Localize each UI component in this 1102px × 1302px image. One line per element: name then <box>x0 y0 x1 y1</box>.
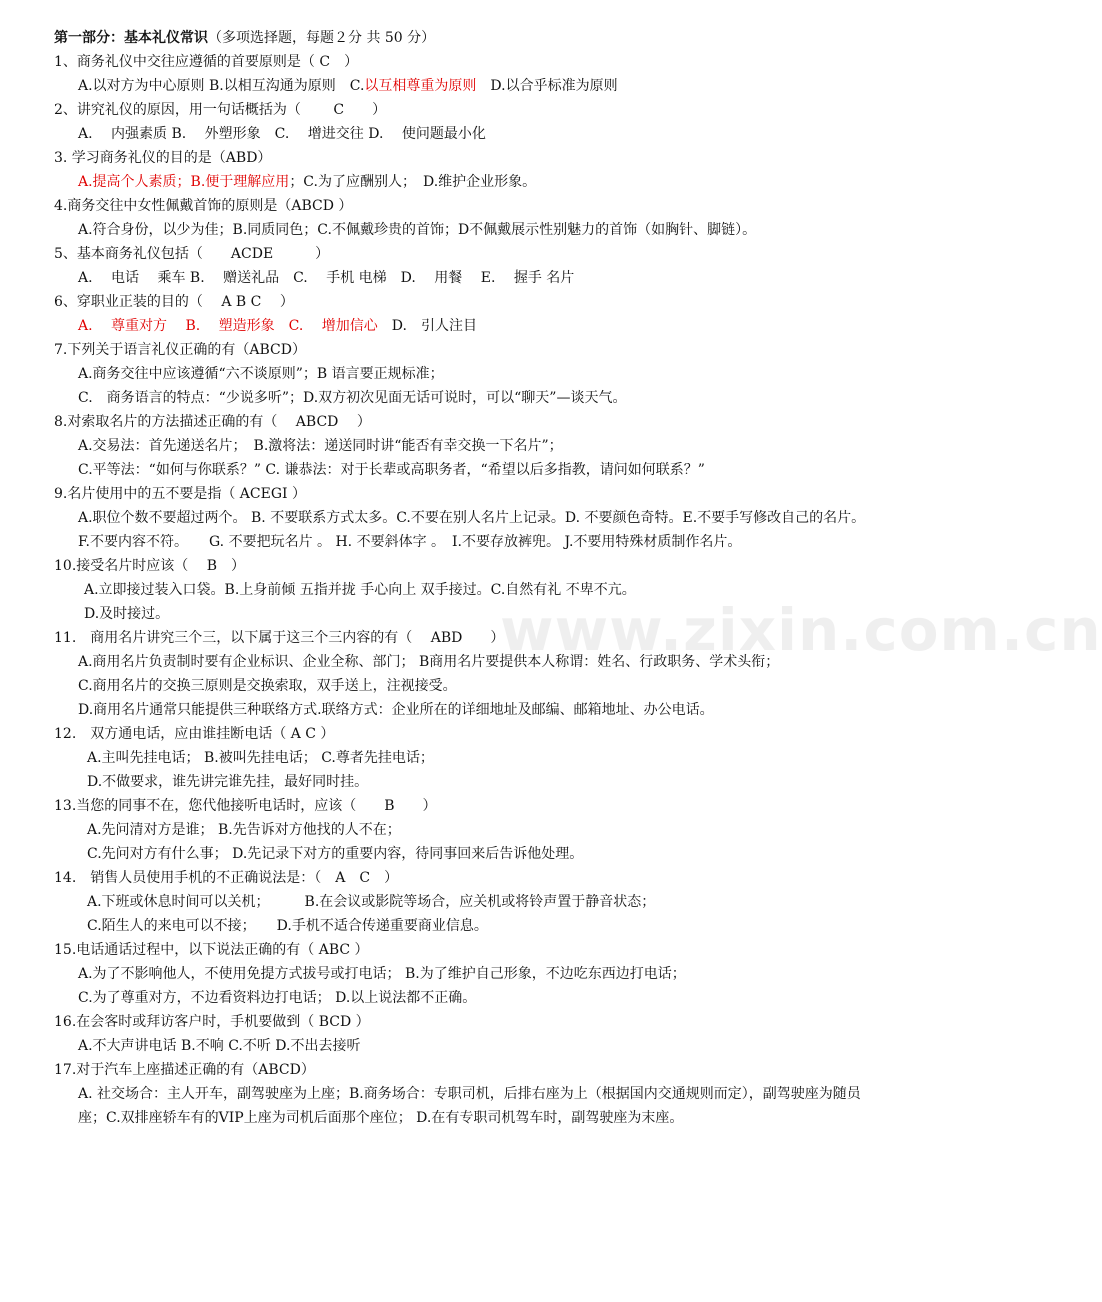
question-stem: 16.在会客时或拜访客户时，手机要做到（ BCD ） <box>54 1014 370 1030</box>
question-17 <box>54 1058 874 1130</box>
option-text: D.以合乎标准为原则 <box>476 78 618 94</box>
question-stem: 15.电话通话过程中，以下说法正确的有（ ABC ） <box>54 942 369 958</box>
option-text: D. 引人注目 <box>377 318 477 334</box>
question-6 <box>54 290 874 338</box>
question-9 <box>54 482 874 554</box>
question-stem: 5、基本商务礼仪包括（ ACDE ） <box>54 246 330 262</box>
question-3 <box>54 146 874 194</box>
question-12 <box>54 722 874 794</box>
question-stem: 6、穿职业正装的目的（ A B C ） <box>54 294 294 310</box>
question-options: A.商务交往中应该遵循“六不谈原则”；B 语言要正规标准； <box>78 366 444 382</box>
question-13 <box>54 794 874 866</box>
question-options: A. 社交场合：主人开车，副驾驶座为上座；B.商务场合：专职司机，后排右座为上（根据国内交通规则而定），副驾驶座为随员座；C.双排座轿车有的VIP上座为司机后面那个座位； D.在有专职司机驾车时，副驾驶座为末座。 <box>78 1086 861 1126</box>
question-options <box>54 74 874 98</box>
question-stem: 4.商务交往中女性佩戴首饰的原则是（ABCD ） <box>54 198 353 214</box>
question-options <box>54 314 874 338</box>
question-options: C.平等法：“如何与你联系？” C. 谦恭法：对于长辈或高职务者，“希望以后多指教，请问如何联系？” <box>78 462 705 478</box>
document-body <box>54 26 874 1130</box>
question-options: C.为了尊重对方，不边看资料边打电话； D.以上说法都不正确。 <box>78 990 477 1006</box>
question-1 <box>54 50 874 98</box>
question-stem: 8.对索取名片的方法描述正确的有（ ABCD ） <box>54 414 371 430</box>
question-stem: 13.当您的同事不在，您代他接听电话时，应该（ B ） <box>54 798 437 814</box>
question-options <box>54 170 874 194</box>
highlighted-answer: A. 尊重对方 B. 塑造形象 C. 增加信心 <box>78 318 378 334</box>
question-options: C.先问对方有什么事； D.先记录下对方的重要内容，待同事回来后告诉他处理。 <box>87 846 584 862</box>
highlighted-answer: A.提高个人素质；B.便于理解应用 <box>78 174 290 190</box>
question-stem: 11. 商用名片讲究三个三，以下属于这三个三内容的有（ ABD ） <box>54 630 505 646</box>
question-stem: 1、商务礼仪中交往应遵循的首要原则是（ C ） <box>54 54 359 70</box>
question-options: A.下班或休息时间可以关机； B.在会议或影院等场合，应关机或将铃声置于静音状态； <box>87 894 656 910</box>
question-stem: 17.对于汽车上座描述正确的有（ABCD） <box>54 1062 315 1078</box>
question-options: C.陌生人的来电可以不接； D.手机不适合传递重要商业信息。 <box>87 918 488 934</box>
question-4 <box>54 194 874 242</box>
highlighted-answer: 以互相尊重为原则 <box>364 78 477 94</box>
question-stem: 3. 学习商务礼仪的目的是（ABD） <box>54 150 272 166</box>
question-options: A.交易法：首先递送名片； B.激将法：递送同时讲“能否有幸交换一下名片”； <box>78 438 563 454</box>
question-7 <box>54 338 874 410</box>
question-options: C.商用名片的交换三原则是交换索取，双手送上，注视接受。 <box>78 678 457 694</box>
question-stem: 2、讲究礼仪的原因，用一句话概括为（ C ） <box>54 102 387 118</box>
question-options: A.立即接过装入口袋。B.上身前倾 五指并拢 手心向上 双手接过。C.自然有礼 不卑不亢。 <box>84 582 636 598</box>
option-text: A.以对方为中心原则 B.以相互沟通为原则 C. <box>78 78 365 94</box>
question-options: A.职位个数不要超过两个。 B. 不要联系方式太多。C.不要在别人名片上记录。D. 不要颜色奇特。E.不要手写修改自己的名片。F.不要内容不符。 G. 不要把玩名片 。 H. 不要斜体字 。 I.不要存放裤兜。 J.不要用特殊材质制作名片。 <box>78 510 866 550</box>
question-14 <box>54 866 874 938</box>
watermark: www.zixin.com.cn <box>500 596 1102 664</box>
question-stem: 12. 双方通电话，应由谁挂断电话（ A C ） <box>54 726 335 742</box>
question-2 <box>54 98 874 146</box>
question-stem: 14. 销售人员使用手机的不正确说法是：（ A C ） <box>54 870 399 886</box>
question-options: A.主叫先挂电话； B.被叫先挂电话； C.尊者先挂电话； <box>87 750 434 766</box>
question-16 <box>54 1010 874 1058</box>
question-10 <box>54 554 874 626</box>
question-5 <box>54 242 874 290</box>
question-11 <box>54 626 874 722</box>
option-text: ；C.为了应酬别人； D.维护企业形象。 <box>289 174 537 190</box>
question-options: D.及时接过。 <box>84 606 170 622</box>
question-options: A.不大声讲电话 B.不响 C.不听 D.不出去接听 <box>78 1038 361 1054</box>
question-stem: 9.名片使用中的五不要是指（ ACEGI ） <box>54 486 307 502</box>
section-heading-bold: 第一部分：基本礼仪常识 <box>54 30 208 46</box>
question-stem: 7.下列关于语言礼仪正确的有（ABCD） <box>54 342 306 358</box>
section-heading <box>54 26 874 50</box>
question-options: A.先问清对方是谁； B.先告诉对方他找的人不在； <box>87 822 401 838</box>
question-stem: 10.接受名片时应该（ B ） <box>54 558 246 574</box>
question-options: D.商用名片通常只能提供三种联络方式.联络方式：企业所在的详细地址及邮编、邮箱地址、办公电话。 <box>78 702 714 718</box>
question-options: A. 电话 乘车 B. 赠送礼品 C. 手机 电梯 D. 用餐 E. 握手 名片 <box>78 270 575 286</box>
question-15 <box>54 938 874 1010</box>
question-8 <box>54 410 874 482</box>
question-options: A.为了不影响他人，不使用免提方式拔号或打电话； B.为了维护自己形象，不边吃东西边打电话； <box>78 966 686 982</box>
question-options: A.商用名片负责制时要有企业标识、企业全称、部门； B商用名片要提供本人称谓：姓名、行政职务、学术头衔； <box>78 654 780 670</box>
question-options: A. 内强素质 B. 外塑形象 C. 增进交往 D. 使问题最小化 <box>78 126 486 142</box>
question-options: C. 商务语言的特点：“少说多听”；D.双方初次见面无话可说时，可以“聊天”—谈天气。 <box>78 390 627 406</box>
question-options: D.不做要求，谁先讲完谁先挂，最好同时挂。 <box>87 774 369 790</box>
section-heading-note: （多项选择题，每题２分 共 50 分） <box>208 30 436 46</box>
question-options: A.符合身份，以少为佳；B.同质同色；C.不佩戴珍贵的首饰；D不佩戴展示性别魅力的首饰（如胸针、脚链）。 <box>78 222 757 238</box>
